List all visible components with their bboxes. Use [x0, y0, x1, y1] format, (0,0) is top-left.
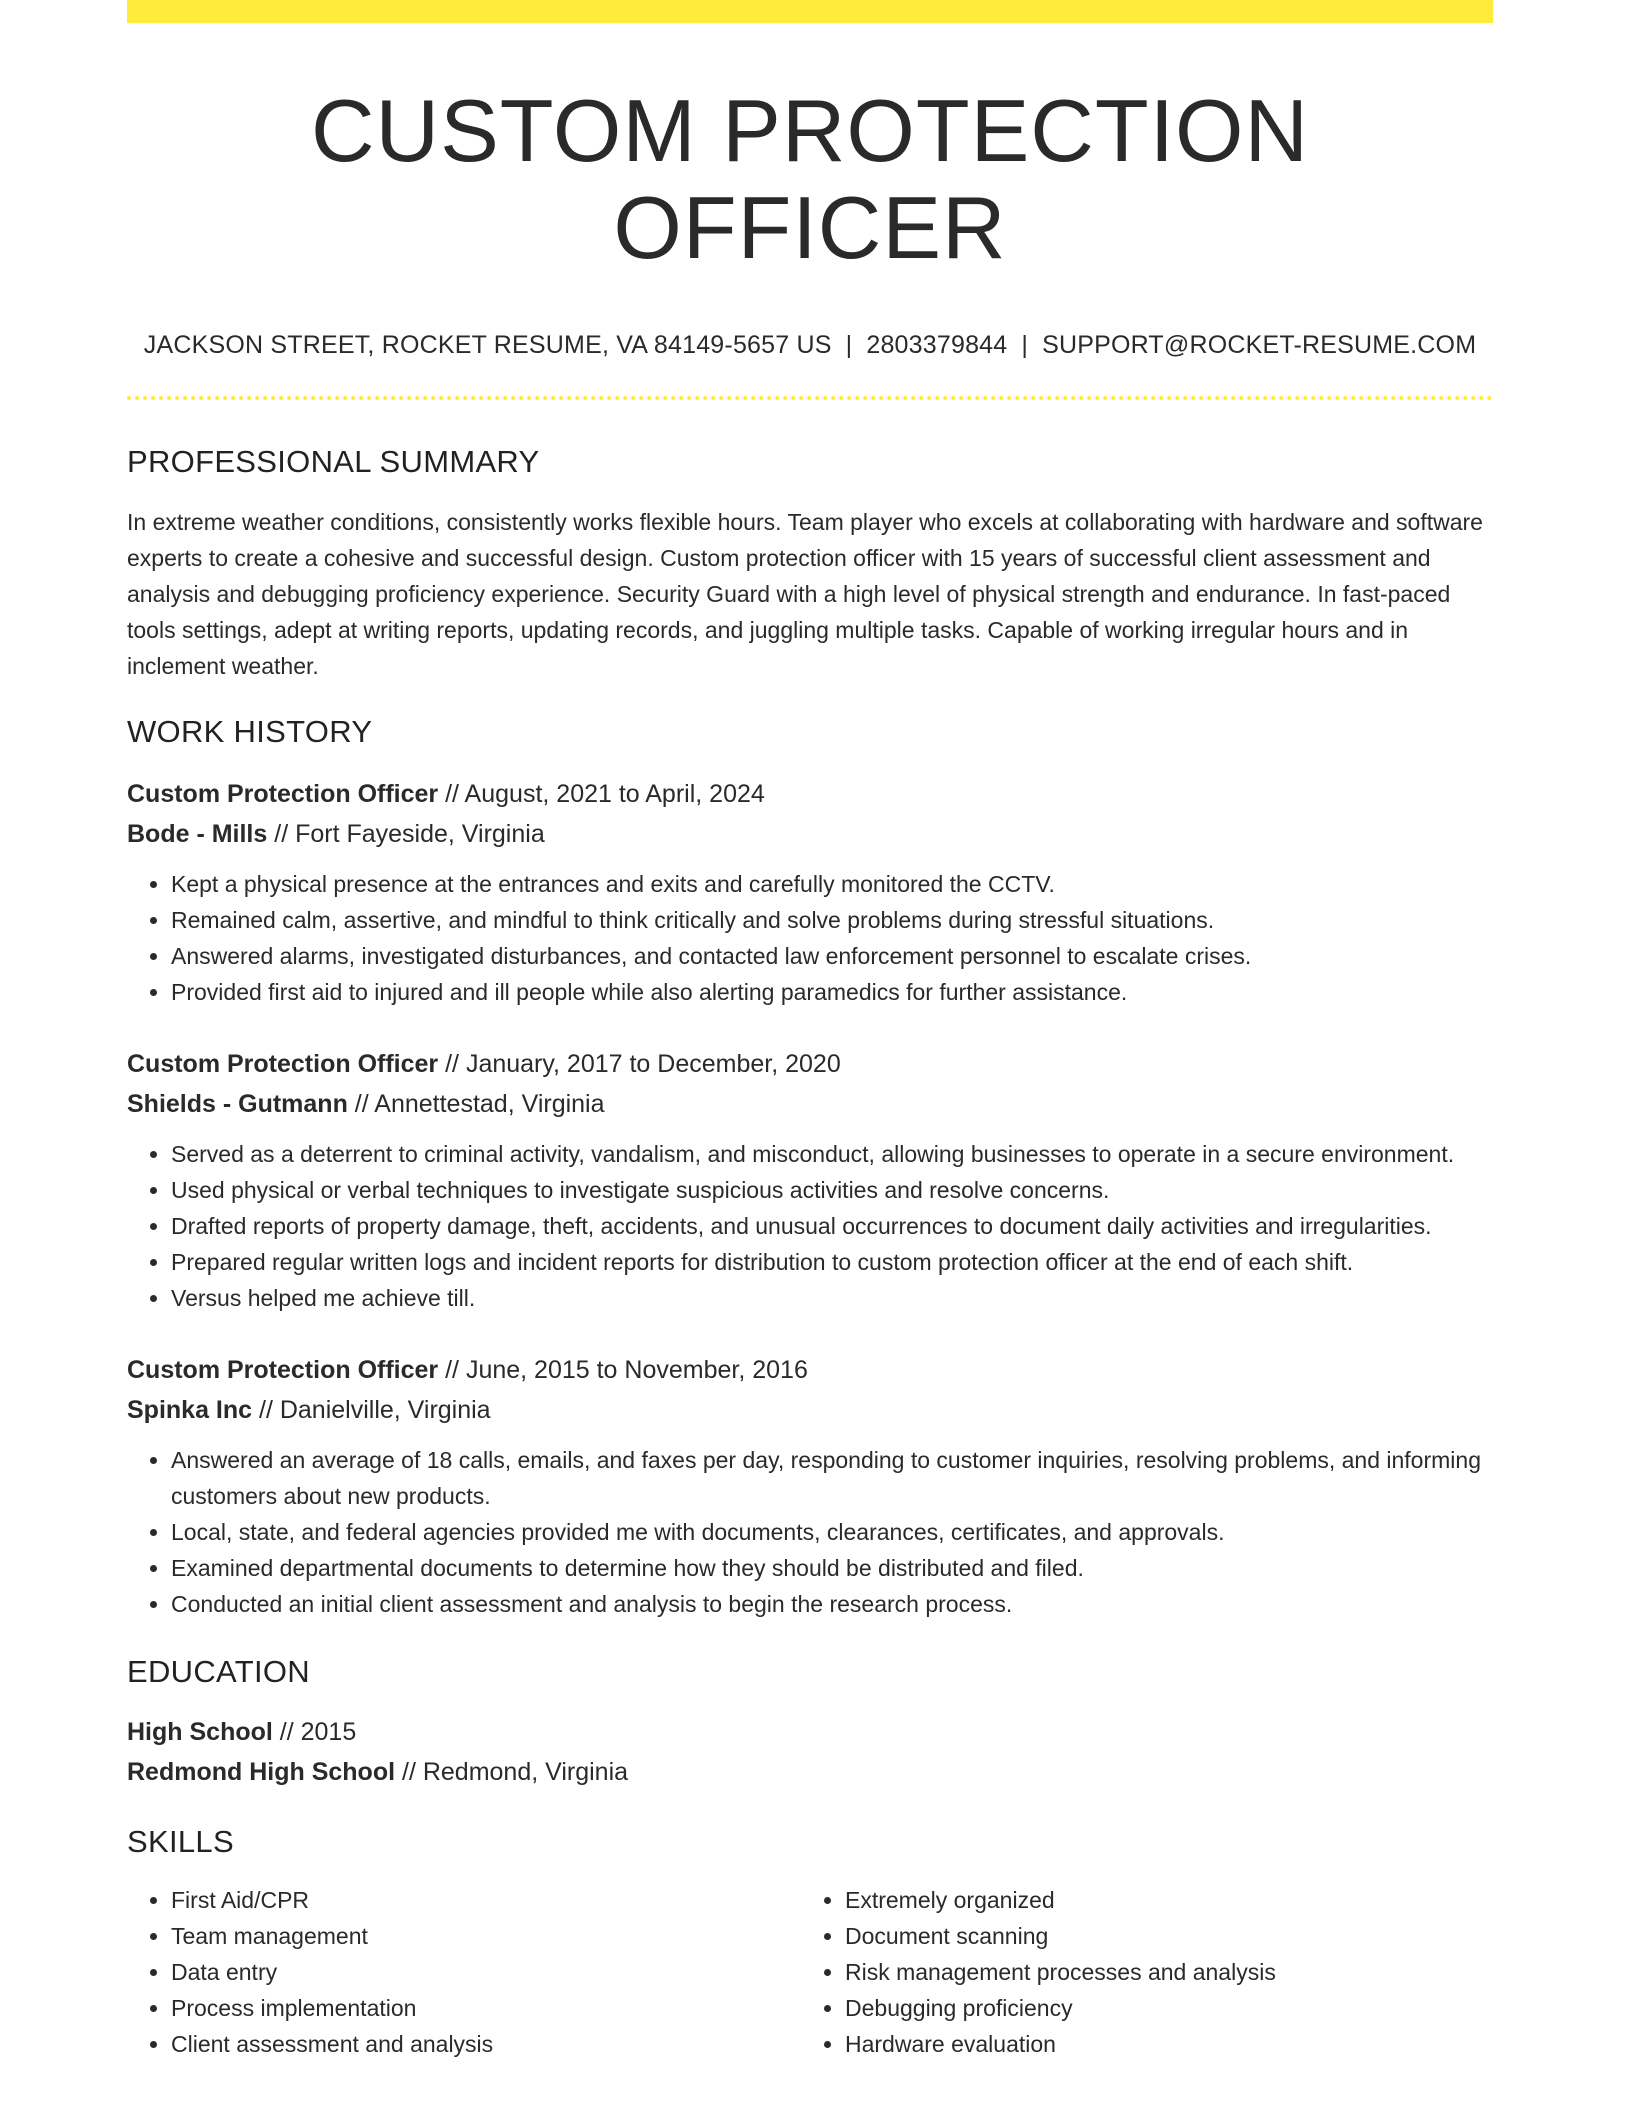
job-bullet: • Provided first aid to injured and ill people while also alerting paramedics for further assistance.	[171, 974, 1493, 1010]
job-bullet: • Used physical or verbal techniques to investigate suspicious activities and resolve concerns.	[171, 1172, 1493, 1208]
resume-page	[127, 0, 1493, 2062]
contact-separator: |	[845, 330, 853, 359]
job-company-line	[127, 1390, 1493, 1430]
job-company: Bode - Mills	[127, 819, 268, 848]
skill-item: • Hardware evaluation	[845, 2026, 1475, 2062]
skill-item: • Team management	[171, 1918, 801, 1954]
skills-heading: SKILLS	[127, 1823, 234, 1859]
job-bullet: • Remained calm, assertive, and mindful to think critically and solve problems during stressful situations.	[171, 902, 1493, 938]
education-entry	[127, 1712, 1493, 1792]
skill-item: • Document scanning	[845, 1918, 1475, 1954]
job-bullets	[127, 1136, 1493, 1316]
skills-grid	[127, 1882, 1493, 2062]
skills-column-left	[127, 1882, 801, 2062]
education-degree-line	[127, 1712, 1493, 1752]
education-year: // 2015	[272, 1717, 357, 1746]
job-bullet: • Prepared regular written logs and incident reports for distribution to custom protection officer at the end of each shift.	[171, 1244, 1493, 1280]
contact-separator: |	[1021, 330, 1029, 359]
header-divider	[127, 396, 1493, 400]
job-company-line	[127, 814, 1493, 854]
job-bullet: • Local, state, and federal agencies provided me with documents, clearances, certificates, and approvals.	[171, 1514, 1493, 1550]
job-company: Shields - Gutmann	[127, 1089, 348, 1118]
job-location: // Danielville, Virginia	[252, 1395, 491, 1424]
contact-phone: 2803379844	[866, 330, 1008, 359]
education-heading: EDUCATION	[127, 1653, 310, 1689]
job-title: Custom Protection Officer	[127, 1355, 439, 1384]
skill-item: • Extremely organized	[845, 1882, 1475, 1918]
job-bullets	[127, 866, 1493, 1010]
job-bullet: • Answered an average of 18 calls, emails, and faxes per day, responding to customer inquiries, resolving problems, and informing customers about new products.	[171, 1442, 1493, 1514]
job-bullets	[127, 1442, 1493, 1622]
education-section	[127, 1654, 1493, 1792]
job-bullet: • Answered alarms, investigated disturbances, and contacted law enforcement personnel to escalate crises.	[171, 938, 1493, 974]
job-bullet: • Served as a deterrent to criminal activity, vandalism, and misconduct, allowing businesses to operate in a secure environment.	[171, 1136, 1493, 1172]
resume-name: CUSTOM PROTECTION OFFICER	[310, 81, 1310, 277]
job-bullet: • Versus helped me achieve till.	[171, 1280, 1493, 1316]
education-location: // Redmond, Virginia	[395, 1757, 629, 1786]
skill-item: • Process implementation	[171, 1990, 801, 2026]
work-history-heading: WORK HISTORY	[127, 713, 373, 749]
job-bullet: • Examined departmental documents to determine how they should be distributed and filed.	[171, 1550, 1493, 1586]
skill-item: • Client assessment and analysis	[171, 2026, 801, 2062]
skill-item: • Debugging proficiency	[845, 1990, 1475, 2026]
skill-item: • Data entry	[171, 1954, 801, 1990]
job-dates: // August, 2021 to April, 2024	[438, 779, 765, 808]
summary-heading: PROFESSIONAL SUMMARY	[127, 443, 540, 479]
contact-line	[127, 331, 1493, 360]
contact-email: SUPPORT@ROCKET-RESUME.COM	[1042, 330, 1477, 359]
summary-section	[127, 444, 1493, 684]
job-title-line	[127, 774, 1493, 814]
job-location: // Annettestad, Virginia	[347, 1089, 605, 1118]
job-bullet: • Conducted an initial client assessment and analysis to begin the research process.	[171, 1586, 1493, 1622]
education-degree: High School	[127, 1717, 273, 1746]
job-dates: // June, 2015 to November, 2016	[438, 1355, 808, 1384]
education-school: Redmond High School	[127, 1757, 396, 1786]
skill-item: • First Aid/CPR	[171, 1882, 801, 1918]
job-location: // Fort Fayeside, Virginia	[267, 819, 545, 848]
job-entry	[127, 774, 1493, 1010]
summary-text: In extreme weather conditions, consistently works flexible hours. Team player who excels at collaborating with hardware and software experts to create a cohesive and successful design. Custom protection officer with 15 years of successful client assessment and analysis and debugging proficiency experience. Security Guard with a high level of physical strength and endurance. In fast-paced tools settings, adept at writing reports, updating records, and juggling multiple tasks. Capable of working irregular hours and in inclement weather.	[127, 508, 1483, 679]
job-title: Custom Protection Officer	[127, 779, 439, 808]
skills-section	[127, 1824, 1493, 2062]
job-bullet: • Drafted reports of property damage, theft, accidents, and unusual occurrences to document daily activities and irregularities.	[171, 1208, 1493, 1244]
job-company: Spinka Inc	[127, 1395, 253, 1424]
job-title: Custom Protection Officer	[127, 1049, 439, 1078]
top-accent-bar	[127, 0, 1493, 23]
job-company-line	[127, 1084, 1493, 1124]
job-title-line	[127, 1350, 1493, 1390]
skills-column-right	[801, 1882, 1475, 2062]
job-entry	[127, 1044, 1493, 1316]
skill-item: • Risk management processes and analysis	[845, 1954, 1475, 1990]
job-entry	[127, 1350, 1493, 1622]
work-history-section	[127, 714, 1493, 1622]
job-bullet: • Kept a physical presence at the entrances and exits and carefully monitored the CCTV.	[171, 866, 1493, 902]
job-dates: // January, 2017 to December, 2020	[438, 1049, 841, 1078]
education-school-line	[127, 1752, 1493, 1792]
job-title-line	[127, 1044, 1493, 1084]
contact-address: JACKSON STREET, ROCKET RESUME, VA 84149-5657 US	[143, 330, 832, 359]
